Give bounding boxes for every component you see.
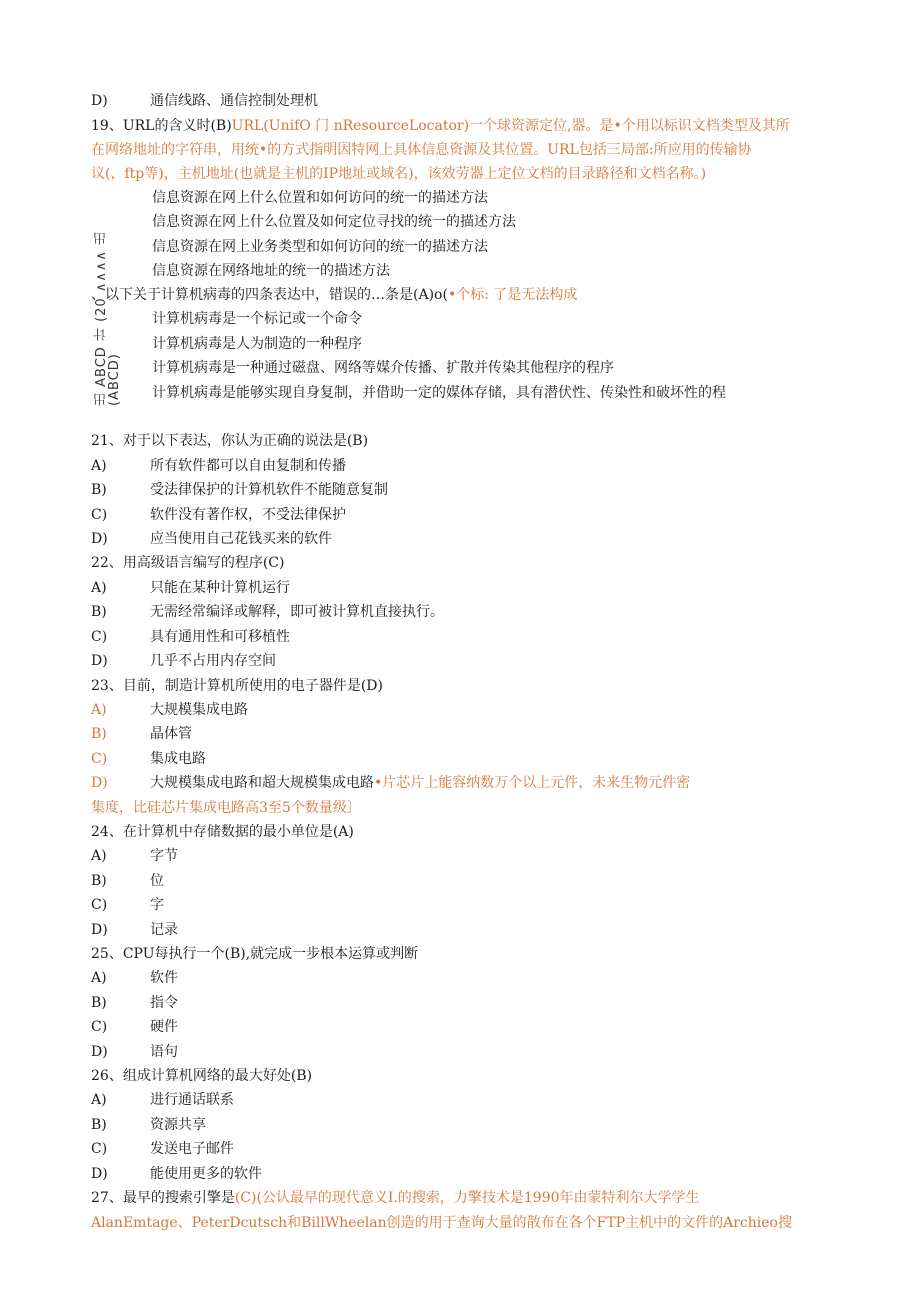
text-line xyxy=(152,308,362,330)
text-line xyxy=(91,601,444,623)
text-line xyxy=(91,1212,792,1234)
answer-note: •片芯片上能容纳数万个以上元件，未来生物元件密 xyxy=(374,775,691,791)
text-line xyxy=(91,455,346,477)
text-line xyxy=(91,772,690,794)
question-text: 22、用高级语言编写的程序(C) xyxy=(91,555,285,571)
option-text: 语句 xyxy=(150,1044,178,1060)
option-label: C) xyxy=(91,507,108,523)
text-line xyxy=(91,821,354,843)
option-text: 位 xyxy=(150,873,164,889)
question-text: 25、CPU每执行一个(B),就完成一步根本运算或判断 xyxy=(91,946,419,962)
option-text: 资源共享 xyxy=(150,1117,206,1133)
answer-note: 集度，比硅芯片集成电路高3至5个数量级〕 xyxy=(91,800,361,816)
text-line xyxy=(91,504,346,526)
question-text: 27、最早的搜索引擎是 xyxy=(91,1190,235,1206)
text-line xyxy=(91,967,178,989)
option-label: D) xyxy=(91,922,108,938)
option-label: A) xyxy=(91,580,107,596)
text-line xyxy=(152,260,390,282)
option-label: C) xyxy=(91,897,108,913)
option-label: D) xyxy=(91,775,108,791)
option-text: 大规模集成电路和超大规模集成电路 xyxy=(150,775,374,791)
question-text: 、以下关于计算机病毒的四条表达中，错误的…条是(A)o( xyxy=(91,287,448,303)
answer-note: 议(，ftp等)，主机地址(也就是主机的IP地址或域名)，该效劳器上定位文档的目录路径和文档名称。) xyxy=(91,166,707,182)
text-line xyxy=(91,528,332,550)
text-line xyxy=(91,1187,700,1209)
text-line xyxy=(152,236,488,258)
option-text: 字节 xyxy=(150,848,178,864)
option-text: 晶体管 xyxy=(150,726,192,742)
option-text: 指令 xyxy=(150,995,178,1011)
text-line xyxy=(152,382,726,404)
answer-note: URL(UnifO 门 nResourceLocator)一个球资源定位,器。是•个用以标识文档类型及其所 xyxy=(231,118,790,134)
text-line xyxy=(91,992,178,1014)
option-label: A) xyxy=(91,1092,107,1108)
text-line xyxy=(91,748,206,770)
option-label: A) xyxy=(91,458,107,474)
text-line xyxy=(91,1114,206,1136)
text-line xyxy=(91,699,248,721)
text-line xyxy=(91,723,192,745)
text-line xyxy=(91,650,276,672)
option-label: A) xyxy=(91,848,107,864)
text-line xyxy=(91,1041,178,1063)
option-text: 计算机病毒是一种通过磁盘、网络等媒介传播、扩散并传染其他程序的程序 xyxy=(152,360,614,376)
text-line xyxy=(152,211,516,233)
text-line xyxy=(91,552,284,574)
option-text: 发送电子邮件 xyxy=(150,1141,234,1157)
option-text: 软件 xyxy=(150,970,178,986)
text-line xyxy=(91,430,368,452)
option-text: 记录 xyxy=(150,922,178,938)
text-line xyxy=(91,90,318,112)
answer-note: AlanEmtage、PeterDcutsch和BillWheelan创造的用于查询大量的散布在各个FTP主机中的文件的Archieo搜 xyxy=(91,1215,792,1231)
option-text: 计算机病毒是能够实现自身复制，并借助一定的媒体存储，具有潜伏性、传染性和破坏性的程 xyxy=(152,385,726,401)
option-label: D) xyxy=(91,531,108,547)
text-line xyxy=(91,919,178,941)
option-text: 硬件 xyxy=(150,1019,178,1035)
option-label: B) xyxy=(91,995,107,1011)
option-text: 具有通用性和可移植性 xyxy=(150,629,290,645)
option-label: B) xyxy=(91,873,107,889)
option-label: C) xyxy=(91,751,108,767)
text-line xyxy=(152,187,488,209)
text-line xyxy=(91,870,164,892)
text-line xyxy=(91,577,290,599)
text-line xyxy=(91,894,164,916)
option-text: 无需经常编译或解释，即可被计算机直接执行。 xyxy=(150,604,444,620)
option-text: 信息资源在网上什么位置及如何定位寻找的统一的描述方法 xyxy=(152,214,516,230)
option-label: B) xyxy=(91,482,107,498)
option-text: 信息资源在网上业务类型和如何访问的统一的描述方法 xyxy=(152,239,488,255)
text-line xyxy=(91,675,383,697)
text-line xyxy=(91,1089,234,1111)
question-text: 26、组成计算机网络的最大好处(B) xyxy=(91,1068,313,1084)
option-text: 只能在某种计算机运行 xyxy=(150,580,290,596)
text-line xyxy=(91,479,388,501)
option-label: B) xyxy=(91,1117,107,1133)
option-text: 应当使用自己花钱买来的软件 xyxy=(150,531,332,547)
option-text: 大规模集成电路 xyxy=(150,702,248,718)
option-text: 集成电路 xyxy=(150,751,206,767)
text-line xyxy=(91,626,290,648)
question-text: 21、对于以下表达，你认为正确的说法是(B) xyxy=(91,433,369,449)
text-line xyxy=(152,357,614,379)
answer-note: (C)(公认最早的现代意义I.的搜索，力擎技术是1990年由蒙特利尔大学学生 xyxy=(234,1190,700,1206)
option-label: A) xyxy=(91,970,107,986)
answer-note: 在网络地址的字符串，用统•的方式指明因特网上具体信息资源及其位置。URL包括三局部:所应用的传输协 xyxy=(91,142,752,158)
text-line xyxy=(91,284,577,306)
text-line xyxy=(91,1016,178,1038)
text-line xyxy=(91,845,178,867)
option-text: 所有软件都可以自由复制和传播 xyxy=(150,458,346,474)
text-line xyxy=(91,163,706,185)
option-label: C) xyxy=(91,629,108,645)
text-line xyxy=(91,1163,262,1185)
option-text: 能使用更多的软件 xyxy=(150,1166,262,1182)
question-text: 24、在计算机中存储数据的最小单位是(A) xyxy=(91,824,354,840)
option-text: 计算机病毒是人为制造的一种程序 xyxy=(152,336,362,352)
option-text: 通信线路、通信控制处理机 xyxy=(150,93,318,109)
option-label: D) xyxy=(91,1044,108,1060)
option-label: B) xyxy=(91,604,107,620)
margin-scan-artifact: 出 ABCD 计 (20 ∧∧∧∧ 出(ABCD) xyxy=(94,230,122,406)
option-text: 信息资源在网上什么位置和如何访问的统一的描述方法 xyxy=(152,190,488,206)
text-line xyxy=(91,943,418,965)
question-text: 19、URL的含义时(B) xyxy=(91,118,232,134)
option-label: C) xyxy=(91,1141,108,1157)
option-text: 字 xyxy=(150,897,164,913)
text-line xyxy=(91,797,361,819)
option-label: D) xyxy=(91,93,108,109)
option-text: 几乎不占用内存空间 xyxy=(150,653,276,669)
option-label: D) xyxy=(91,1166,108,1182)
option-text: 进行通话联系 xyxy=(150,1092,234,1108)
text-line xyxy=(152,333,362,355)
option-text: 受法律保护的计算机软件不能随意复制 xyxy=(150,482,388,498)
option-text: 软件没有著作权，不受法律保护 xyxy=(150,507,346,523)
answer-note: •个标: 了是无法构成 xyxy=(447,287,578,303)
option-label: B) xyxy=(91,726,107,742)
option-label: D) xyxy=(91,653,108,669)
option-text: 计算机病毒是一个标记或一个命令 xyxy=(152,311,362,327)
text-line xyxy=(91,1065,312,1087)
option-label: C) xyxy=(91,1019,108,1035)
text-line xyxy=(91,1138,234,1160)
question-text: 23、目前，制造计算机所使用的电子器件是(D) xyxy=(91,678,383,694)
option-text: 信息资源在网络地址的统一的描述方法 xyxy=(152,263,390,279)
option-label: A) xyxy=(91,702,107,718)
text-line xyxy=(91,139,752,161)
text-line xyxy=(91,115,790,137)
